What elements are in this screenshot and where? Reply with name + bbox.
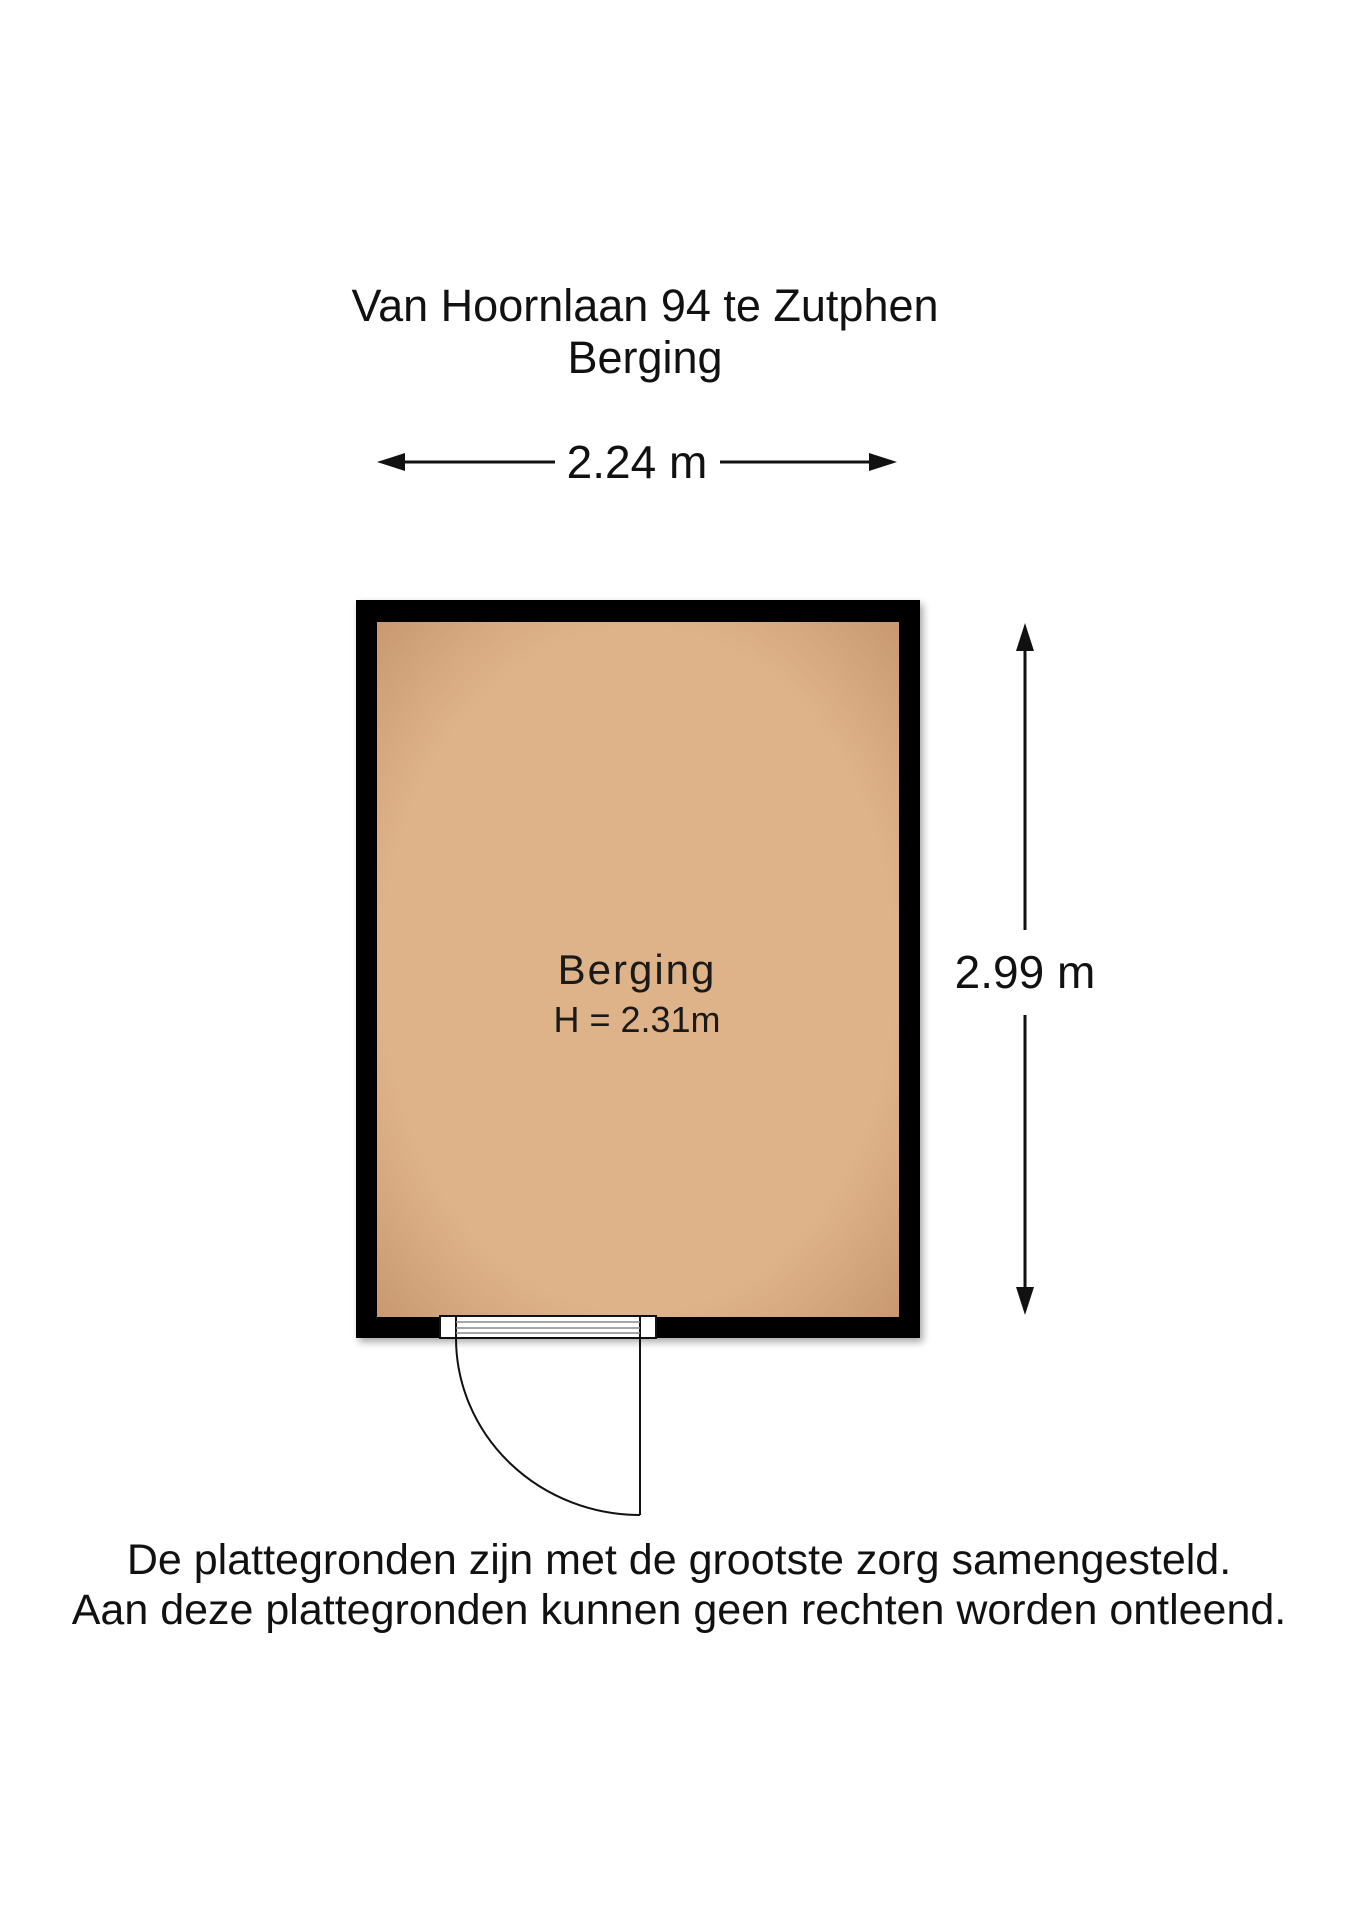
door-swing-arc	[456, 1338, 640, 1515]
disclaimer-line-1: De plattegronden zijn met de grootste zorg samengesteld.	[126, 1536, 1232, 1584]
arrow-up-icon	[1016, 623, 1034, 651]
door	[440, 1316, 656, 1515]
depth-dimension	[955, 623, 1096, 1315]
plan-title: Van Hoornlaan 94 te Zutphen	[351, 280, 939, 331]
arrow-left-icon	[377, 453, 405, 471]
arrow-down-icon	[1016, 1287, 1034, 1315]
plan-subtitle: Berging	[567, 332, 723, 383]
disclaimer-line-2: Aan deze plattegronden kunnen geen rechten worden ontleend.	[71, 1586, 1287, 1634]
door-opening	[440, 1316, 656, 1338]
room-name: Berging	[557, 946, 717, 993]
arrow-right-icon	[869, 453, 897, 471]
depth-label: 2.99 m	[954, 946, 1096, 998]
width-dimension	[377, 436, 897, 488]
room-height: H = 2.31m	[553, 999, 721, 1040]
width-label: 2.24 m	[566, 436, 708, 488]
